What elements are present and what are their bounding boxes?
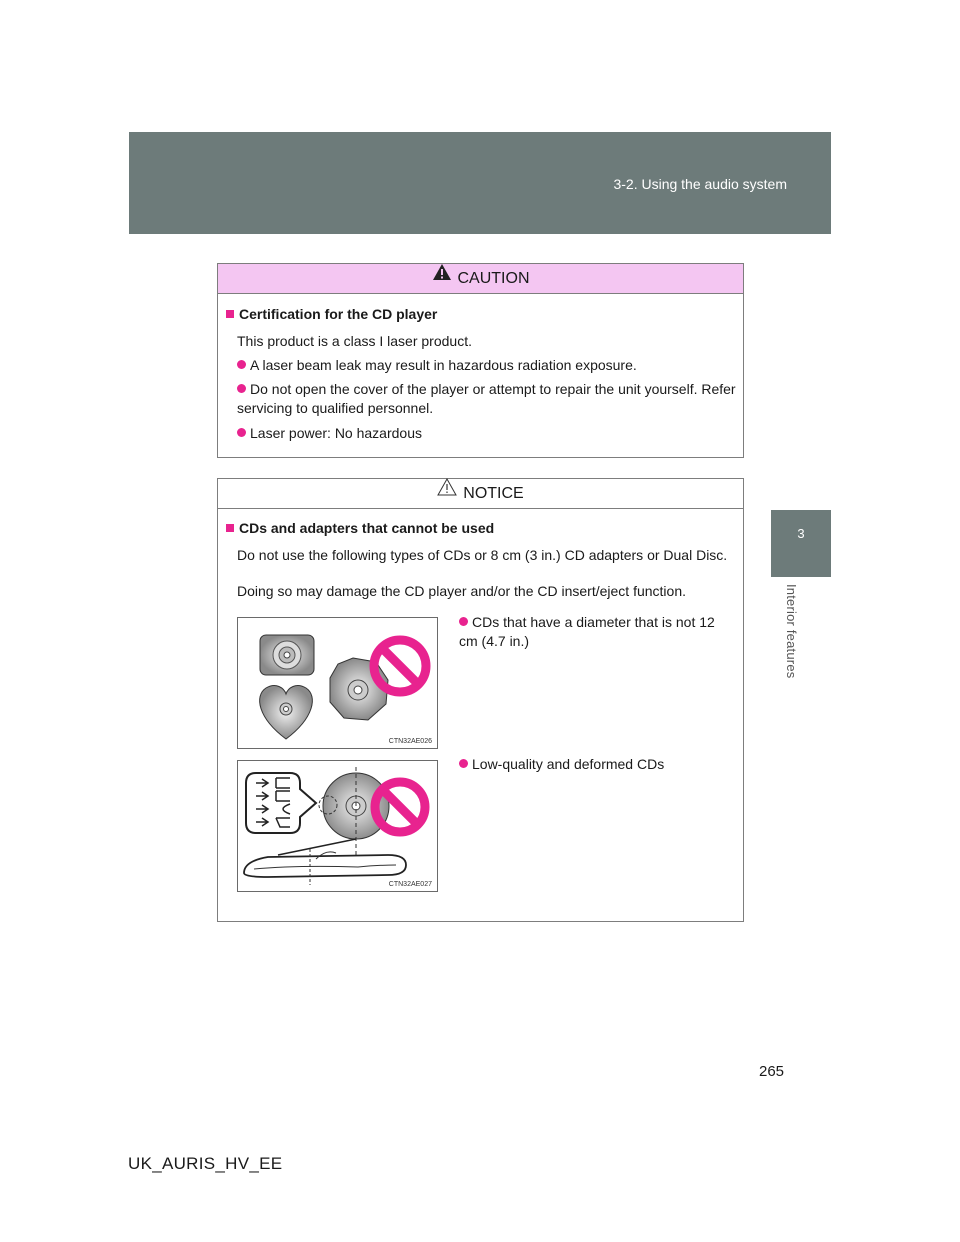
notice-item-title: [226, 520, 494, 536]
figure-non-standard-cds: [237, 617, 438, 749]
caution-intro: This product is a class I laser product.: [237, 333, 472, 349]
chapter-number: 3: [797, 526, 805, 541]
figure-deformed-cds: [237, 760, 438, 892]
notice-header: [218, 479, 743, 509]
page-header: [129, 132, 831, 234]
notice-bullet: [459, 755, 737, 774]
caution-bullet-text: A laser beam leak may result in hazardous radiation exposure.: [250, 357, 637, 373]
caution-header: [218, 264, 743, 294]
square-bullet-icon: [226, 524, 234, 532]
chapter-title: Interior features: [784, 584, 799, 679]
bullet-icon: [459, 617, 468, 626]
caution-bullet-text: Do not open the cover of the player or attempt to repair the unit yourself. Refer servicing to qualified personnel.: [237, 381, 736, 416]
section-title: 3-2. Using the audio system: [613, 176, 787, 192]
square-bullet-icon: [226, 310, 234, 318]
notice-bullet-text: CDs that have a diameter that is not 12 cm (4.7 in.): [459, 614, 715, 649]
caution-item-title: [226, 306, 437, 322]
caution-heading: CAUTION: [457, 270, 530, 288]
caution-item-title-text: Certification for the CD player: [239, 306, 438, 322]
bullet-icon: [237, 428, 246, 437]
warning-icon: [437, 477, 457, 507]
deformed-cd-illustration: [238, 761, 437, 891]
page-number: 265: [759, 1063, 785, 1080]
bullet-icon: [459, 759, 468, 768]
warning-icon: [432, 262, 452, 292]
document-code: UK_AURIS_HV_EE: [128, 1154, 283, 1173]
figure-code: CTN32AE027: [388, 881, 432, 888]
notice-bullet-text: Low-quality and deformed CDs: [472, 756, 665, 772]
caution-box: [217, 263, 744, 458]
notice-paragraph: Do not use the following types of CDs or 8 cm (3 in.) CD adapters or Dual Disc.: [237, 547, 728, 563]
cd-shapes-illustration: [238, 618, 437, 748]
chapter-tab: [771, 510, 831, 577]
caution-bullet: [237, 424, 742, 443]
bullet-icon: [237, 360, 246, 369]
notice-heading: NOTICE: [463, 485, 524, 503]
caution-bullet: [237, 356, 742, 375]
caution-bullet-text: Laser power: No hazardous: [250, 425, 422, 441]
notice-bullet: [459, 613, 737, 651]
caution-bullet: [237, 380, 742, 418]
bullet-icon: [237, 384, 246, 393]
notice-paragraph: Doing so may damage the CD player and/or the CD insert/eject function.: [237, 583, 687, 599]
figure-code: CTN32AE026: [388, 738, 432, 745]
notice-item-title-text: CDs and adapters that cannot be used: [239, 520, 495, 536]
